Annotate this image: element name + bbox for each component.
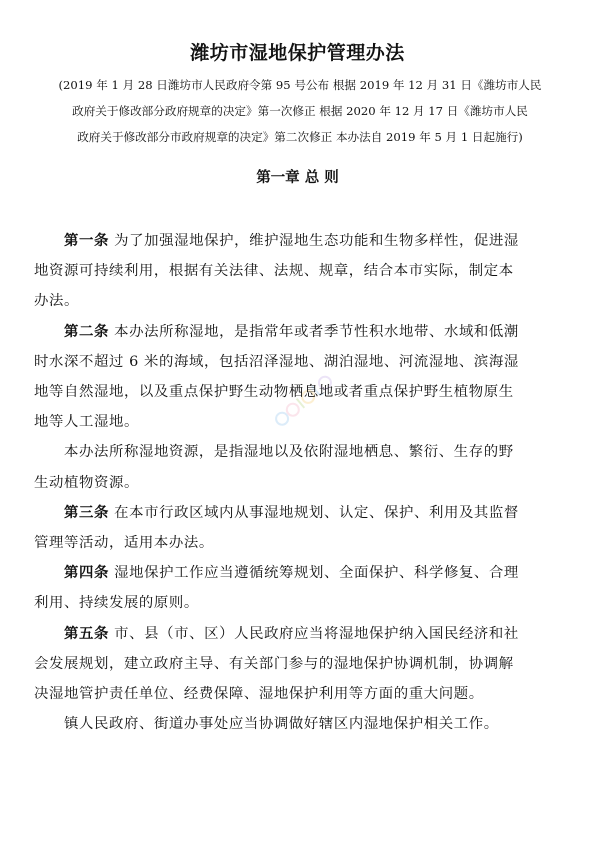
article-text: 地资源可持续利用，根据有关法律、法规、规章，结合本市实际，制定本: [34, 263, 514, 280]
article-text: 会发展规划，建立政府主导、有关部门参与的湿地保护协调机制，协调解: [34, 655, 514, 672]
article-text: 湿地保护工作应当遵循统筹规划、全面保护、科学修复、合理: [108, 565, 519, 582]
article-2-paragraph-2: [34, 437, 560, 497]
article-text: 在本市行政区域内从事湿地规划、认定、保护、利用及其监督: [108, 504, 519, 521]
article-text: 本办法所称湿地资源，是指湿地以及依附湿地栖息、繁衍、生存的野: [64, 444, 514, 461]
article-2: [34, 317, 560, 438]
article-text: 为了加强湿地保护，维护湿地生态功能和生物多样性，促进湿: [108, 233, 519, 249]
article-text: 利用、持续发展的原则。: [34, 595, 199, 612]
article-text: 决湿地管护责任单位、经费保障、湿地保护利用等方面的重大问题。: [34, 686, 484, 703]
document-title: 潍坊市湿地保护管理办法: [190, 42, 405, 64]
article-text: 时水深不超过 6 米的海域，包括沼泽湿地、湖泊湿地、河流湿地、滨海湿: [34, 353, 519, 370]
article-text: 管理等活动，适用本办法。: [34, 535, 214, 552]
article-5-paragraph-2: [64, 709, 560, 739]
article-label: 第三条: [64, 504, 109, 521]
article-text: 镇人民政府、街道办事处应当协调做好辖区内湿地保护相关工作。: [64, 716, 499, 733]
article-text: 本办法所称湿地，是指常年或者季节性积水地带、水域和低潮: [108, 323, 519, 340]
article-text: 市、县（市、区）人民政府应当将湿地保护纳入国民经济和社: [108, 625, 519, 642]
article-text: 办法。: [34, 293, 79, 310]
revision-note-line: 政府关于修改部分政府规章的决定》第一次修正 根据 2020 年 12 月 17 日《潍坊市人民: [72, 104, 528, 118]
document-body: [34, 226, 560, 739]
article-5: [34, 619, 560, 710]
article-3: [34, 498, 560, 558]
article-4: [34, 558, 560, 618]
revision-note-line: 政府关于修改部分市政府规章的决定》第二次修正 本办法自 2019 年 5 月 1 日起施行): [77, 130, 523, 144]
article-text: 地等人工湿地。: [34, 414, 139, 431]
article-label: 第五条: [64, 625, 109, 642]
article-text: 生动植物资源。: [34, 474, 139, 491]
article-label: 第四条: [64, 565, 109, 582]
chapter-heading: 第一章 总 则: [256, 170, 339, 186]
article-text: 地等自然湿地，以及重点保护野生动物栖息地或者重点保护野生植物原生: [34, 384, 514, 401]
revision-note-line: (2019 年 1 月 28 日潍坊市人民政府令第 95 号公布 根据 2019 年 12 月 31 日《潍坊市人民: [58, 78, 542, 92]
article-label: 第二条: [64, 323, 109, 340]
article-label: 第一条: [64, 233, 109, 249]
document-revision-note: [38, 72, 562, 150]
article-1: [34, 226, 560, 317]
